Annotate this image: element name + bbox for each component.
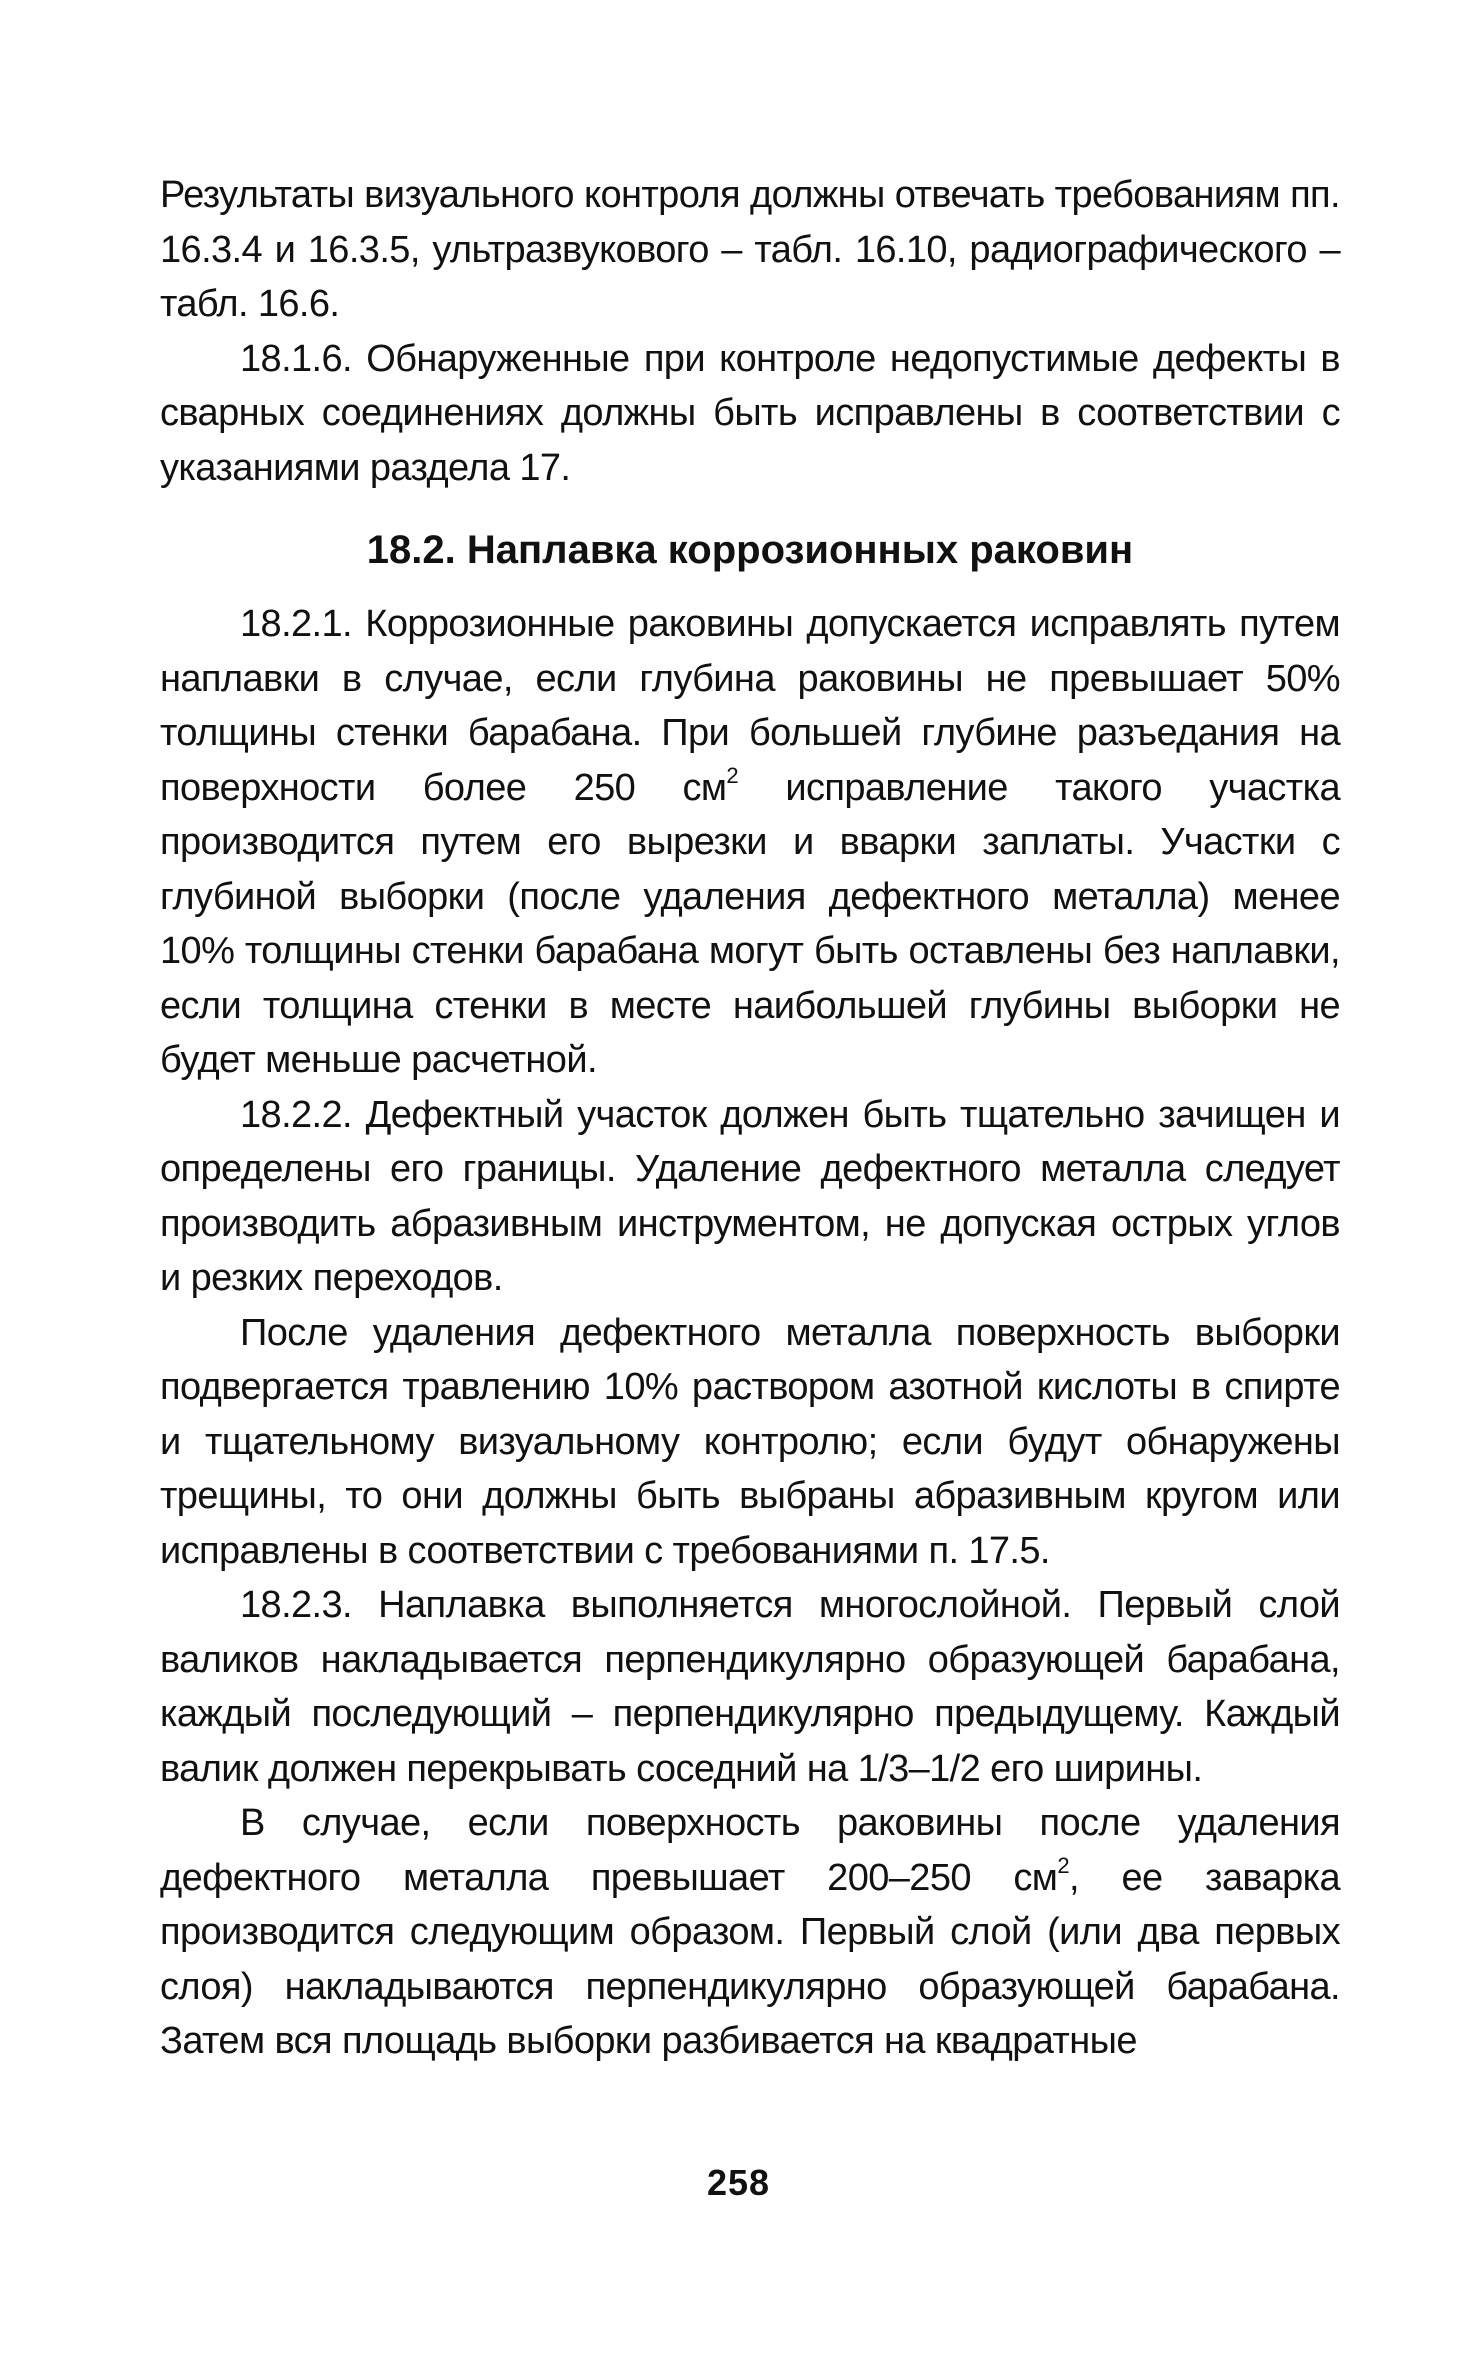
paragraph-visual-control: Результаты визуального контроля должны отвечать требованиям пп. 16.3.4 и 16.3.5, ультразвукового – табл. 16.10, радиографического – табл. 16.6. xyxy=(160,174,1340,325)
body-text xyxy=(160,168,1340,2069)
superscript-2: 2 xyxy=(1057,1852,1069,1878)
paragraph-large-area xyxy=(160,1796,1340,2069)
section-heading-18-2: 18.2. Наплавка коррозионных раковин xyxy=(366,528,1134,572)
paragraph-18-2-1-part1: 18.2.1. Коррозионные раковины допускается исправлять путем наплавки в случае, если глубина раковины не превышает 50% толщины стенки барабана. При большей глубине разъедания на поверхности более 250 см xyxy=(160,603,1340,809)
paragraph-18-2-3: 18.2.3. Наплавка выполняется многослойной. Первый слой валиков накладывается перпендикулярно образующей барабана, каждый последующий – перпендикулярно предыдущему. Каждый валик должен перекрывать соседний на 1/3–1/2 его ширины. xyxy=(160,1584,1340,1790)
superscript-2: 2 xyxy=(726,762,739,788)
paragraph-18-1-6: 18.1.6. Обнаруженные при контроле недопустимые дефекты в сварных соединениях должны быть исправлены в соответствии с указаниями раздела 17. xyxy=(160,337,1340,489)
paragraph-18-2-2: 18.2.2. Дефектный участок должен быть тщательно зачищен и определены его границы. Удаление дефектного металла следует производить абразивным инструментом, не допуская острых углов и резких переходов. xyxy=(160,1093,1340,1299)
page-number: 258 xyxy=(706,2162,771,2203)
paragraph-large-area-part1: В случае, если поверхность раковины после удаления дефектного металла превышает 200–250 см xyxy=(160,1802,1340,1899)
paragraph-18-2-1-part2: исправление такого участка производится путем его вырезки и вварки заплаты. Участки с глубиной выборки (после удаления дефектного металла) менее 10% толщины стенки барабана могут быть оставлены без наплавки, если толщина стенки в месте наибольшей глубины выборки не будет меньше расчетной. xyxy=(160,766,1340,1081)
paragraph-18-2-1 xyxy=(160,597,1340,1088)
paragraph-etching: После удаления дефектного металла поверхность выборки подвергается травлению 10% раствором азотной кислоты в спирте и тщательному визуальному контролю; если будут обнаружены трещины, то они должны быть выбраны абразивным кругом или исправлены в соответствии с требованиями п. 17.5. xyxy=(160,1311,1340,1572)
paragraph-large-area-part2: , ее заварка производится следующим образом. Первый слой (или два первых слоя) накладываются перпендикулярно образующей барабана. Затем вся площадь выборки разбивается на квадратные xyxy=(160,1856,1340,2062)
